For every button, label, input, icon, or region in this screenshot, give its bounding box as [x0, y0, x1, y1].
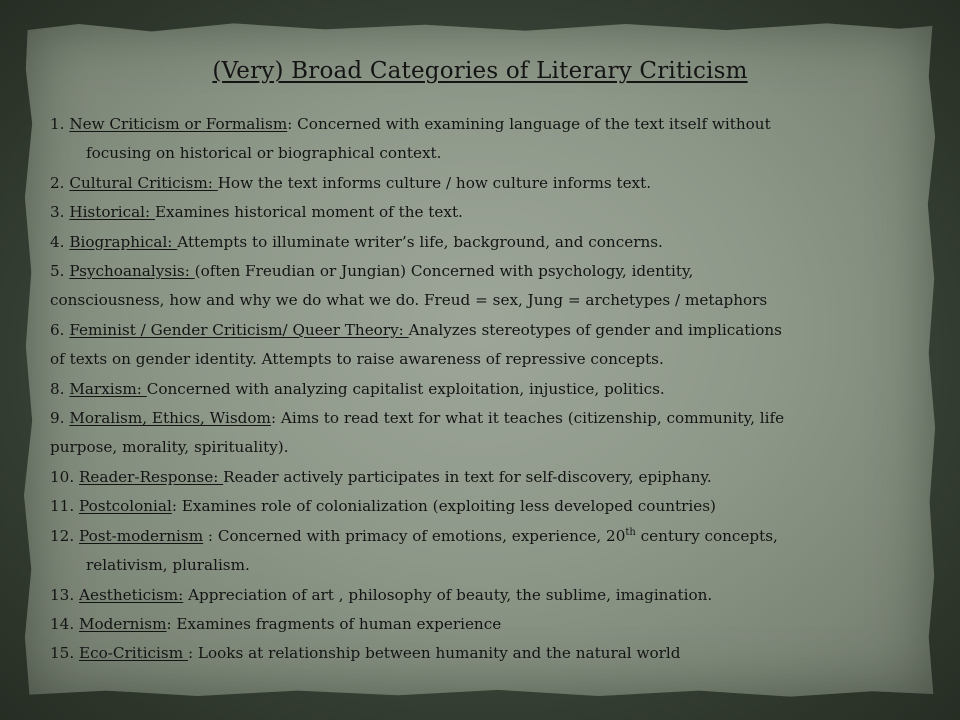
- item-continuation: consciousness, how and why we do what we do. Freud = sex, Jung = archetypes / metaphors: [50, 291, 768, 310]
- item-term: Marxism:: [69, 379, 147, 398]
- item-number: 3.: [50, 203, 70, 222]
- item-number: 11.: [50, 497, 79, 516]
- item-term: Feminist / Gender Criticism/ Queer Theory:: [69, 320, 409, 339]
- list-item-historical: [50, 198, 910, 227]
- item-description-end: century concepts,: [635, 526, 778, 545]
- item-description: : Examines role of colonialization (exploiting less developed countries): [171, 497, 716, 516]
- list-item-eco-criticism: [50, 639, 910, 668]
- item-description: Appreciation of art , philosophy of beauty, the sublime, imagination.: [183, 585, 713, 604]
- list-item-modernism: [50, 610, 910, 639]
- list-item-new-criticism: [50, 110, 910, 169]
- item-term: Eco-Criticism: [78, 644, 188, 663]
- item-term: New Criticism or Formalism: [69, 115, 288, 133]
- slide-content: [50, 54, 910, 669]
- item-term: Moralism, Ethics, Wisdom: [69, 409, 271, 428]
- list-item-reader-response: [50, 463, 910, 492]
- item-number: 1.: [50, 115, 70, 133]
- item-description: Reader actively participates in text for self-discovery, epiphany.: [223, 467, 712, 486]
- criticism-list: [50, 110, 910, 669]
- item-description: : Looks at relationship between humanity and the natural world: [187, 644, 681, 663]
- item-term: Postcolonial: [78, 497, 172, 516]
- item-description: Analyzes stereotypes of gender and implications: [408, 320, 782, 339]
- item-term: Historical:: [69, 203, 155, 222]
- item-term: Cultural Criticism:: [69, 173, 218, 192]
- item-description: Examines historical moment of the text.: [154, 203, 463, 222]
- item-number: 12.: [50, 526, 79, 545]
- list-item-marxism: [50, 375, 910, 404]
- item-continuation: focusing on historical or biographical context.: [86, 144, 442, 163]
- item-number: 15.: [50, 644, 79, 663]
- item-description: Attempts to illuminate writer’s life, background, and concerns.: [177, 232, 663, 251]
- item-description: : Aims to read text for what it teaches (citizenship, community, life: [270, 409, 785, 428]
- ordinal-superscript: th: [625, 526, 636, 538]
- slide-title: (Very) Broad Categories of Literary Criticism: [212, 58, 748, 84]
- item-number: 8.: [50, 379, 70, 398]
- list-item-postcolonial: [50, 492, 910, 521]
- item-term: Reader-Response:: [78, 467, 224, 486]
- item-number: 6.: [50, 320, 70, 339]
- list-item-cultural-criticism: [50, 169, 910, 198]
- item-description: : Examines fragments of human experience: [166, 614, 502, 633]
- item-continuation: relativism, pluralism.: [86, 556, 250, 575]
- item-number: 13.: [50, 585, 79, 604]
- item-continuation: purpose, morality, spirituality).: [50, 438, 289, 457]
- item-description: : Concerned with examining language of the text itself without: [287, 115, 771, 133]
- list-item-aestheticism: [50, 581, 910, 610]
- item-continuation: of texts on gender identity. Attempts to raise awareness of repressive concepts.: [50, 350, 664, 369]
- item-description: Concerned with analyzing capitalist exploitation, injustice, politics.: [146, 379, 665, 398]
- item-description: : Concerned with primacy of emotions, experience, 20: [203, 526, 626, 545]
- item-number: 4.: [50, 232, 70, 251]
- list-item-moralism: [50, 404, 910, 463]
- list-item-post-modernism: [50, 522, 910, 581]
- item-number: 5.: [50, 262, 70, 281]
- item-number: 9.: [50, 409, 70, 428]
- item-number: 2.: [50, 173, 70, 192]
- item-term: Aestheticism:: [78, 585, 184, 604]
- item-number: 14.: [50, 614, 79, 633]
- item-description: (often Freudian or Jungian) Concerned with psychology, identity,: [194, 262, 694, 281]
- item-term: Biographical:: [69, 232, 178, 251]
- item-number: 10.: [50, 467, 79, 486]
- list-item-psychoanalysis: [50, 257, 910, 316]
- list-item-feminist-gender: [50, 316, 910, 375]
- list-item-biographical: [50, 228, 910, 257]
- item-term: Modernism: [78, 614, 167, 633]
- item-term: Post-modernism: [78, 526, 204, 545]
- item-term: Psychoanalysis:: [69, 262, 195, 281]
- item-description: How the text informs culture / how culture informs text.: [217, 173, 652, 192]
